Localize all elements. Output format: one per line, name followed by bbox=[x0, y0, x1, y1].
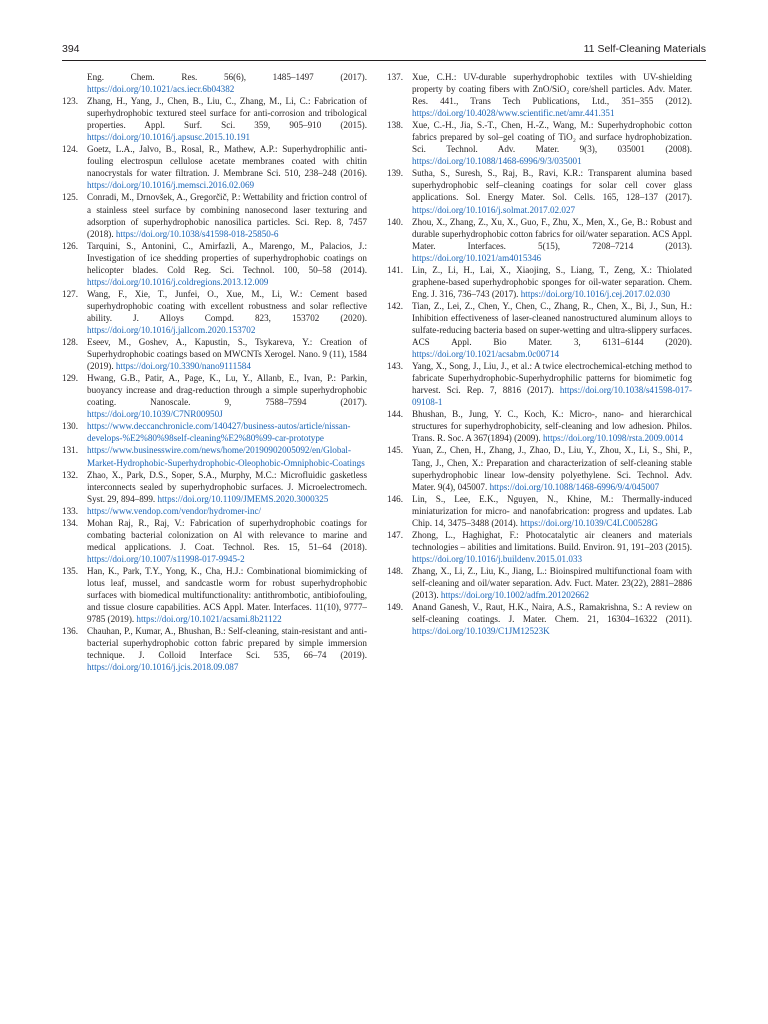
reference-number: 141. bbox=[387, 264, 403, 275]
reference-text: Anand Ganesh, V., Raut, H.K., Naira, A.S., Ramakrishna, S.: A review on self-cleaning coatings. J. Mater. Chem. 21, 16304–16322 (2011). bbox=[412, 602, 692, 625]
reference-link[interactable]: https://doi.org/10.1016/j.cej.2017.02.030 bbox=[520, 288, 671, 299]
reference-entry bbox=[387, 529, 692, 565]
reference-text: Bhushan, B., Jung, Y. C., Koch, K.: Micro-, nano- and hierarchical structures for superhydrophobicity, self-cleaning and low adhesion. Philos. Trans. R. Soc. A 367(1894) (2009). bbox=[412, 409, 692, 444]
reference-entry bbox=[62, 336, 367, 372]
reference-number: 133. bbox=[62, 505, 78, 516]
reference-entry bbox=[387, 264, 692, 300]
reference-entry bbox=[62, 565, 367, 625]
reference-link[interactable]: https://doi.org/10.1021/acs.iecr.6b04382 bbox=[87, 84, 235, 95]
reference-number: 132. bbox=[62, 469, 78, 480]
reference-text: Chauhan, P., Kumar, A., Bhushan, B.: Self-cleaning, stain-resistant and anti-bacterial superhydrophobic cotton fabric prepared by simple immersion technique. J. Colloid Interface Sci. 535, 66–74 (2019). bbox=[87, 626, 367, 661]
reference-entry bbox=[62, 191, 367, 239]
reference-entry bbox=[387, 565, 692, 601]
reference-link[interactable]: https://doi.org/10.1021/acsabm.0c00714 bbox=[412, 349, 560, 360]
reference-entry bbox=[62, 517, 367, 565]
header-rule bbox=[62, 60, 706, 61]
reference-link[interactable]: https://doi.org/10.1016/j.jcis.2018.09.087 bbox=[87, 662, 239, 673]
reference-link[interactable]: https://doi.org/10.4028/www.scientific.net/amr.441.351 bbox=[412, 108, 615, 119]
reference-link[interactable]: https://doi.org/10.1088/1468-6996/9/4/045007 bbox=[489, 481, 660, 492]
reference-number: 123. bbox=[62, 96, 78, 107]
reference-link[interactable]: https://doi.org/10.1016/j.solmat.2017.02.027 bbox=[412, 204, 576, 215]
reference-entry bbox=[62, 444, 367, 468]
reference-link[interactable]: https://doi.org/10.1016/j.buildenv.2015.01.033 bbox=[412, 553, 583, 564]
reference-text: Zhong, L., Haghighat, F.: Photocatalytic air cleaners and materials technologies – abilities and limitations. Build. Environ. 91, 191–203 (2015). bbox=[412, 529, 692, 552]
reference-number: 142. bbox=[387, 300, 403, 311]
reference-text: Zhang, H., Yang, J., Chen, B., Liu, C., Zhang, M., Li, C.: Fabrication of superhydrophobic textured steel surface for anti-corrosion and tribological properties. Appl. Surf. Sci. 359, 905–910 (2015). bbox=[87, 96, 367, 131]
reference-entry bbox=[387, 408, 692, 444]
reference-number: 125. bbox=[62, 192, 78, 203]
reference-entry bbox=[387, 119, 692, 167]
reference-number: 138. bbox=[387, 120, 403, 131]
reference-entry bbox=[62, 95, 367, 143]
reference-number: 124. bbox=[62, 144, 78, 155]
reference-number: 126. bbox=[62, 240, 78, 251]
reference-link[interactable]: https://doi.org/10.1021/acsami.8b21122 bbox=[136, 614, 282, 625]
reference-link[interactable]: https://doi.org/10.1007/s11998-017-9945-2 bbox=[87, 553, 245, 564]
reference-entry bbox=[387, 444, 692, 492]
page-number: 394 bbox=[62, 43, 80, 55]
reference-link[interactable]: https://doi.org/10.1038/s41598-018-25850-6 bbox=[115, 228, 279, 239]
reference-link[interactable]: https://doi.org/10.1002/adfm.201202662 bbox=[440, 590, 590, 601]
reference-text: Goetz, L.A., Jalvo, B., Rosal, R., Mathew, A.P.: Superhydrophilic anti-fouling electrospun cellulose acetate membranes coated with chitin nanocrystals for water filtration. J. Membrane Sci. 510, 238–248 (2016). bbox=[87, 144, 367, 179]
reference-entry bbox=[387, 360, 692, 408]
reference-text: Sutha, S., Suresh, S., Raj, B., Ravi, K.R.: Transparent alumina based superhydrophobic self–cleaning coatings for solar cell cover glass applications. Sol. Energy Mater. Sol. Cells. 165, 128–137 (2017). bbox=[412, 168, 692, 203]
reference-text: Eng. Chem. Res. 56(6), 1485–1497 (2017). bbox=[87, 72, 367, 82]
reference-link[interactable]: https://www.businesswire.com/news/home/20190902005092/en/Global-Market-Hydrophobic-Superhydrophobic-Oleophobic-Omniphobic-Coatings bbox=[87, 445, 365, 468]
reference-text: Tian, Z., Lei, Z., Chen, Y., Chen, C., Zhang, R., Chen, X., Bi, J., Sun, H.: Inhibition effectiveness of laser-cleaned nanostructured aluminum alloys to sulfate-reducing bacteria based on super-wetting and ultra-slippery surfaces. ACS Appl. Bio Mater. 3, 6131–6144 (2020). bbox=[412, 300, 692, 348]
reference-entry bbox=[62, 420, 367, 444]
reference-number: 146. bbox=[387, 493, 403, 504]
reference-number: 147. bbox=[387, 529, 403, 540]
reference-number: 149. bbox=[387, 602, 403, 613]
reference-number: 135. bbox=[62, 565, 78, 576]
reference-number: 145. bbox=[387, 445, 403, 456]
reference-entry bbox=[387, 300, 692, 360]
reference-text: Xue, C.-H., Jia, S.-T., Chen, H.-Z., Wang, M.: Superhydrophobic cotton fabrics prepared by sol–gel coating of TiO₂ and surface hydrophobization. Sci. Technol. Adv. Mater. 9(3), 035001 (2008). bbox=[412, 120, 692, 155]
reference-entry bbox=[62, 143, 367, 191]
reference-entry bbox=[62, 240, 367, 288]
reference-link[interactable]: https://www.vendop.com/vendor/hydromer-inc/ bbox=[87, 505, 262, 516]
reference-link[interactable]: https://doi.org/10.1039/C1JM12523K bbox=[412, 626, 550, 637]
reference-text: Xue, C.H.: UV-durable superhydrophobic textiles with UV-shielding property by coating fibers with ZnO/SiO₂ core/shell particles. Adv. Mater. Res. 441., Trans Tech Publications, Ltd., 351–355 (2012). bbox=[412, 72, 692, 107]
reference-entry bbox=[387, 493, 692, 529]
reference-text: Hwang, G.B., Patir, A., Page, K., Lu, Y., Allanb, E., Ivan, P.: Parkin, buoyancy increase and drag-reduction through a simple superhydrophobic coating. Nanoscale. 9, 7588–7594 (2017). bbox=[87, 373, 367, 408]
reference-text: Eseev, M., Goshev, A., Kapustin, S., Tsykareva, Y.: Creation of Superhydrophobic coatings based on MWCNTs Xerogel. Nano. 9 (11), 1584 (2019). bbox=[87, 337, 367, 372]
reference-text: Mohan Raj, R., Raj, V.: Fabrication of superhydrophobic coatings for combating bacterial colonization on Al with relevance to marine and medical applications. J. Coat. Technol. Res. 15, 51–64 (2018). bbox=[87, 517, 367, 552]
reference-text: Zhang, X., Li, Z., Liu, K., Jiang, L.: Bioinspired multifunctional foam with self-cleaning and oil/water separation. Adv. Fuct. Mater. 23(22), 2881–2886 (2013). bbox=[412, 565, 692, 601]
reference-link[interactable]: https://doi.org/10.1021/am4015346 bbox=[412, 252, 542, 263]
references-left-column bbox=[62, 71, 367, 673]
reference-number: 144. bbox=[387, 409, 403, 420]
reference-entry bbox=[387, 216, 692, 264]
reference-number: 134. bbox=[62, 517, 78, 528]
reference-text: Yang, X., Song, J., Liu, J., et al.: A twice electrochemical-etching method to fabricate Superhydrophobic-Superhydrophilic patterns for biomimetic fog harvest. Sci. Rep. 7, 8816 (2017). bbox=[412, 361, 692, 396]
reference-text: Lin, Z., Li, H., Lai, X., Xiaojing, S., Liang, T., Zeng, X.: Thiolated graphene-based superhydrophobic sponges for oil-water separation. Chem. Eng. J. 316, 736–743 (2017). bbox=[412, 264, 692, 299]
references-right-column bbox=[387, 71, 692, 637]
reference-entry bbox=[62, 372, 367, 420]
reference-text: Conradi, M., Drnovšek, A., Gregorčič, P.: Wettability and friction control of a stainless steel surface by combining nanosecond laser texturing and adsorption of superhydrophobic nanosilica particles. Sci. Rep. 8, 7457 (2018). bbox=[87, 192, 367, 239]
reference-entry bbox=[62, 625, 367, 673]
reference-number: 143. bbox=[387, 361, 403, 372]
reference-text: Zhou, X., Zhang, Z., Xu, X., Guo, F., Zhu, X., Men, X., Ge, B.: Robust and durable superhydrophobic cotton fabrics for oil/water separation. ACS Appl. Mater. Interfaces. 5(15), 7208–7214 (2013). bbox=[412, 216, 692, 251]
reference-text: Tarquini, S., Antonini, C., Amirfazli, A., Marengo, M., Palacios, J.: Investigation of ice shedding properties of superhydrophobic coatings on helicopter blades. Cold Reg. Sci. Technol. 100, 50–58 (2014). bbox=[87, 240, 367, 275]
reference-entry bbox=[387, 601, 692, 637]
reference-entry bbox=[62, 288, 367, 336]
reference-entry bbox=[62, 469, 367, 505]
reference-entry bbox=[387, 167, 692, 215]
reference-link[interactable]: https://doi.org/10.1088/1468-6996/9/3/035001 bbox=[412, 156, 582, 167]
reference-link[interactable]: https://doi.org/10.1016/j.memsci.2016.02.069 bbox=[87, 180, 255, 191]
reference-link[interactable]: https://doi.org/10.1109/JMEMS.2020.3000325 bbox=[157, 493, 329, 504]
reference-number: 129. bbox=[62, 373, 78, 384]
reference-number: 130. bbox=[62, 421, 78, 432]
reference-entry bbox=[62, 71, 367, 95]
reference-text: Han, K., Park, T.Y., Yong, K., Cha, H.J.: Combinational biomimicking of lotus leaf, mussel, and sandcastle worm for robust superhydrophobic surfaces with biomedical multifunctionality: antithrombotic, antibiofouling, and tissue closure capabilities. ACS Appl. Mater. Interfaces. 11(10), 9777–9785 (2019). bbox=[87, 565, 367, 625]
reference-number: 148. bbox=[387, 565, 403, 576]
reference-link[interactable]: https://doi.org/10.1016/j.apsusc.2015.10.191 bbox=[87, 132, 251, 143]
reference-link[interactable]: https://doi.org/10.1016/j.jallcom.2020.153702 bbox=[87, 324, 256, 335]
reference-entry bbox=[387, 71, 692, 119]
reference-number: 127. bbox=[62, 288, 78, 299]
reference-link[interactable]: https://doi.org/10.3390/nano9111584 bbox=[115, 361, 251, 372]
reference-text: Yuan, Z., Chen, H., Zhang, J., Zhao, D., Liu, Y., Zhou, X., Li, S., Shi, P., Tang, J., Chen, X.: Preparation and characterization of self-cleaning stable superhydrophobic linear low-density polyethylene. Sci. Technol. Adv. Mater. 9(4), 045007. bbox=[412, 445, 692, 492]
reference-text: Zhao, X., Park, D.S., Soper, S.A., Murphy, M.C.: Microfluidic gasketless interconnects sealed by superhydrophobic surfaces. J. Microelectromech. Syst. 29, 894–899. bbox=[87, 469, 367, 504]
reference-link[interactable]: https://doi.org/10.1016/j.coldregions.2013.12.009 bbox=[87, 276, 269, 287]
reference-text: Lin, S., Lee, E.K., Nguyen, N., Khine, M.: Thermally-induced miniaturization for micro- and nanofabrication: progress and updates. Lab Chip. 14, 3475–3488 (2014). bbox=[412, 493, 692, 528]
reference-text: Wang, F., Xie, T., Junfei, O., Xue, M., Li, W.: Cement based superhydrophobic coating with excellent robustness and solar reflective ability. J. Alloys Compd. 823, 153702 (2020). bbox=[87, 288, 367, 323]
reference-number: 137. bbox=[387, 72, 403, 82]
reference-link[interactable]: https://doi.org/10.1039/C7NR00950J bbox=[87, 409, 223, 420]
reference-link[interactable]: https://www.deccanchronicle.com/140427/business-autos/article/nissan-develops-%E2%80%98self-cleaning%E2%80%99-car-prototype bbox=[87, 421, 351, 444]
reference-number: 128. bbox=[62, 337, 78, 348]
reference-link[interactable]: https://doi.org/10.1039/C4LC00528G bbox=[520, 517, 658, 528]
reference-number: 140. bbox=[387, 216, 403, 227]
reference-link[interactable]: https://doi.org/10.1038/s41598-017-09108-1 bbox=[412, 385, 692, 408]
reference-entry bbox=[62, 505, 367, 517]
reference-number: 131. bbox=[62, 445, 78, 456]
reference-link[interactable]: https://doi.org/10.1098/rsta.2009.0014 bbox=[542, 433, 684, 444]
running-header: 11 Self-Cleaning Materials bbox=[583, 43, 706, 55]
reference-number: 139. bbox=[387, 168, 403, 179]
reference-number: 136. bbox=[62, 626, 78, 637]
